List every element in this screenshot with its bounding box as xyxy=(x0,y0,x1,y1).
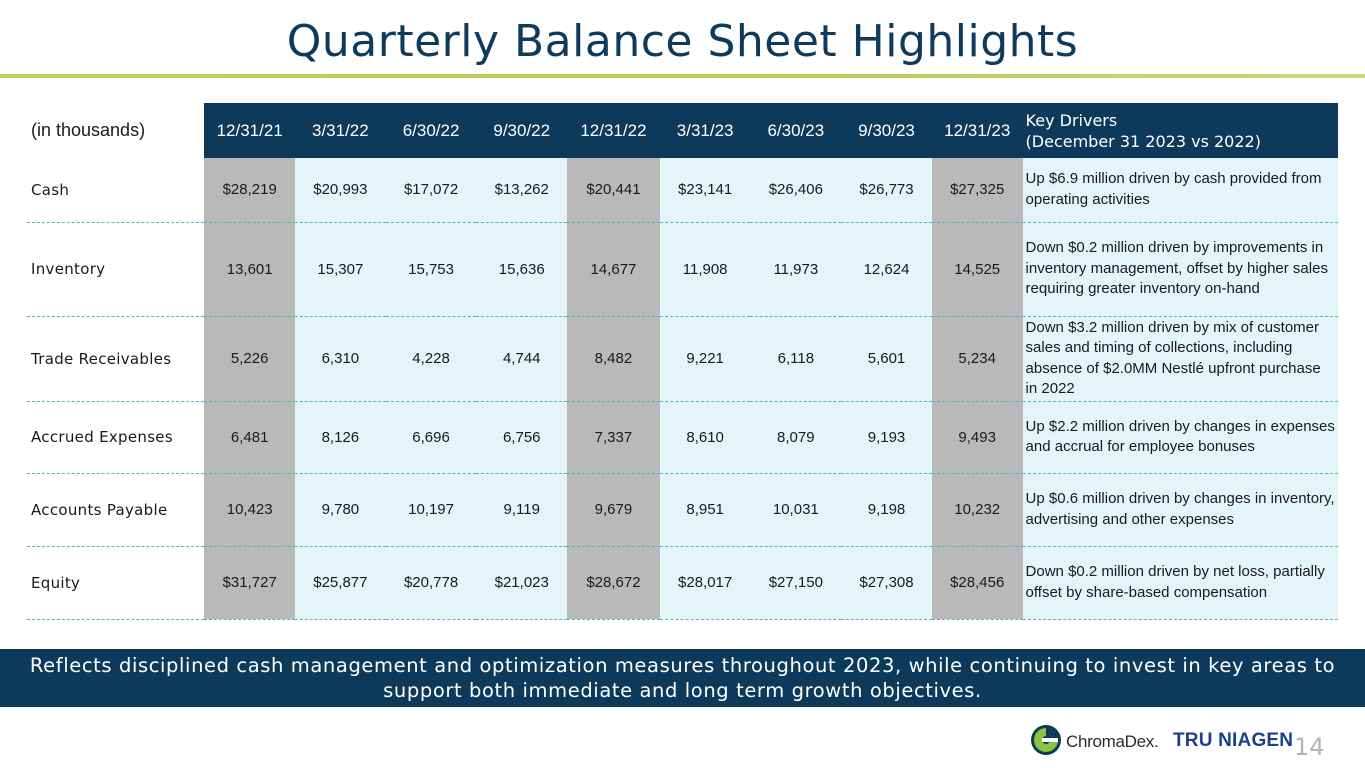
table-cell: 8,610 xyxy=(660,401,751,473)
table-row xyxy=(27,401,1338,473)
table-cell: $25,877 xyxy=(295,546,386,619)
column-header: 6/30/22 xyxy=(386,103,477,158)
page-number: 14 xyxy=(1294,733,1325,761)
row-label: Equity xyxy=(27,546,204,619)
table-cell: 8,079 xyxy=(750,401,841,473)
logo-chromadex-text: ChromaDex. xyxy=(1066,732,1159,751)
table-cell: 9,679 xyxy=(567,473,660,546)
column-header: 9/30/23 xyxy=(841,103,932,158)
table-cell: 11,973 xyxy=(750,222,841,316)
table-cell: $28,017 xyxy=(660,546,751,619)
table-cell: 13,601 xyxy=(204,222,295,316)
table-cell: 8,126 xyxy=(295,401,386,473)
balance-sheet-table xyxy=(27,103,1338,620)
table-row xyxy=(27,316,1338,401)
table-cell: $28,219 xyxy=(204,158,295,222)
key-driver-text: Down $0.2 million driven by improvements in inventory management, offset by higher sales requiring greater inventory on-hand xyxy=(1023,222,1338,316)
row-label: Accrued Expenses xyxy=(27,401,204,473)
table-cell: $28,456 xyxy=(932,546,1023,619)
column-header: 12/31/21 xyxy=(204,103,295,158)
table-cell: 6,756 xyxy=(476,401,567,473)
logo-tru-niagen-text: TRU NIAGEN xyxy=(1173,730,1294,751)
table-cell: $26,406 xyxy=(750,158,841,222)
table-row xyxy=(27,473,1338,546)
title-underline xyxy=(0,74,1365,78)
column-header: 9/30/22 xyxy=(476,103,567,158)
table-cell: 8,482 xyxy=(567,316,660,401)
table-cell: 4,744 xyxy=(476,316,567,401)
table-cell: 8,951 xyxy=(660,473,751,546)
table-cell: 9,193 xyxy=(841,401,932,473)
table-header-row xyxy=(27,103,1338,158)
table-cell: 7,337 xyxy=(567,401,660,473)
row-label: Cash xyxy=(27,158,204,222)
key-drivers-header xyxy=(1023,103,1338,158)
column-header: 12/31/23 xyxy=(932,103,1023,158)
table-cell: 9,221 xyxy=(660,316,751,401)
table-cell: 5,234 xyxy=(932,316,1023,401)
table-cell: 10,197 xyxy=(386,473,477,546)
company-logo xyxy=(1030,724,1294,758)
table-cell: 5,601 xyxy=(841,316,932,401)
row-label: Inventory xyxy=(27,222,204,316)
table-cell: $20,993 xyxy=(295,158,386,222)
table-cell: $28,672 xyxy=(567,546,660,619)
table-cell: 6,118 xyxy=(750,316,841,401)
table-cell: 15,753 xyxy=(386,222,477,316)
row-label: Trade Receivables xyxy=(27,316,204,401)
table-cell: 9,198 xyxy=(841,473,932,546)
table-cell: 4,228 xyxy=(386,316,477,401)
table-cell: 10,031 xyxy=(750,473,841,546)
column-header: 3/31/22 xyxy=(295,103,386,158)
table-cell: 15,636 xyxy=(476,222,567,316)
column-header: 6/30/23 xyxy=(750,103,841,158)
table-cell: 6,481 xyxy=(204,401,295,473)
key-drivers-title: Key Drivers xyxy=(1025,110,1118,130)
table-cell: 12,624 xyxy=(841,222,932,316)
table-cell: 10,423 xyxy=(204,473,295,546)
table-cell: 11,908 xyxy=(660,222,751,316)
table-cell: $26,773 xyxy=(841,158,932,222)
table-cell: $13,262 xyxy=(476,158,567,222)
row-label: Accounts Payable xyxy=(27,473,204,546)
chromadex-logo-icon xyxy=(1030,724,1062,756)
table-cell: $27,150 xyxy=(750,546,841,619)
table-row xyxy=(27,158,1338,222)
summary-banner: Reflects disciplined cash management and optimization measures throughout 2023, while continuing to invest in key areas to support both immediate and long term growth objectives. xyxy=(0,649,1365,707)
key-driver-text: Up $6.9 million driven by cash provided from operating activities xyxy=(1023,158,1338,222)
table-cell: 15,307 xyxy=(295,222,386,316)
table-cell: 6,310 xyxy=(295,316,386,401)
key-driver-text: Down $0.2 million driven by net loss, partially offset by share-based compensation xyxy=(1023,546,1338,619)
table-row xyxy=(27,222,1338,316)
table-cell: $27,308 xyxy=(841,546,932,619)
table-cell: $20,778 xyxy=(386,546,477,619)
table-cell: $31,727 xyxy=(204,546,295,619)
table-cell: $20,441 xyxy=(567,158,660,222)
page-title: Quarterly Balance Sheet Highlights xyxy=(286,16,1079,67)
table-cell: 6,696 xyxy=(386,401,477,473)
table-cell: $17,072 xyxy=(386,158,477,222)
table-cell: 5,226 xyxy=(204,316,295,401)
table-cell: 14,525 xyxy=(932,222,1023,316)
key-driver-text: Up $2.2 million driven by changes in expenses and accrual for employee bonuses xyxy=(1023,401,1338,473)
table-cell: $23,141 xyxy=(660,158,751,222)
table-cell: 9,780 xyxy=(295,473,386,546)
table-cell: 10,232 xyxy=(932,473,1023,546)
table-cell: 9,119 xyxy=(476,473,567,546)
column-header: 3/31/23 xyxy=(660,103,751,158)
key-driver-text: Down $3.2 million driven by mix of customer sales and timing of collections, including absence of $2.0MM Nestlé upfront purchase in 2022 xyxy=(1023,316,1338,401)
key-drivers-subtitle: (December 31 2023 vs 2022) xyxy=(1025,131,1261,151)
table-cell: $27,325 xyxy=(932,158,1023,222)
table-cell: 9,493 xyxy=(932,401,1023,473)
table-cell: $21,023 xyxy=(476,546,567,619)
unit-label: (in thousands) xyxy=(27,103,204,158)
table-cell: 14,677 xyxy=(567,222,660,316)
column-header: 12/31/22 xyxy=(567,103,660,158)
key-driver-text: Up $0.6 million driven by changes in inventory, advertising and other expenses xyxy=(1023,473,1338,546)
table-row xyxy=(27,546,1338,619)
